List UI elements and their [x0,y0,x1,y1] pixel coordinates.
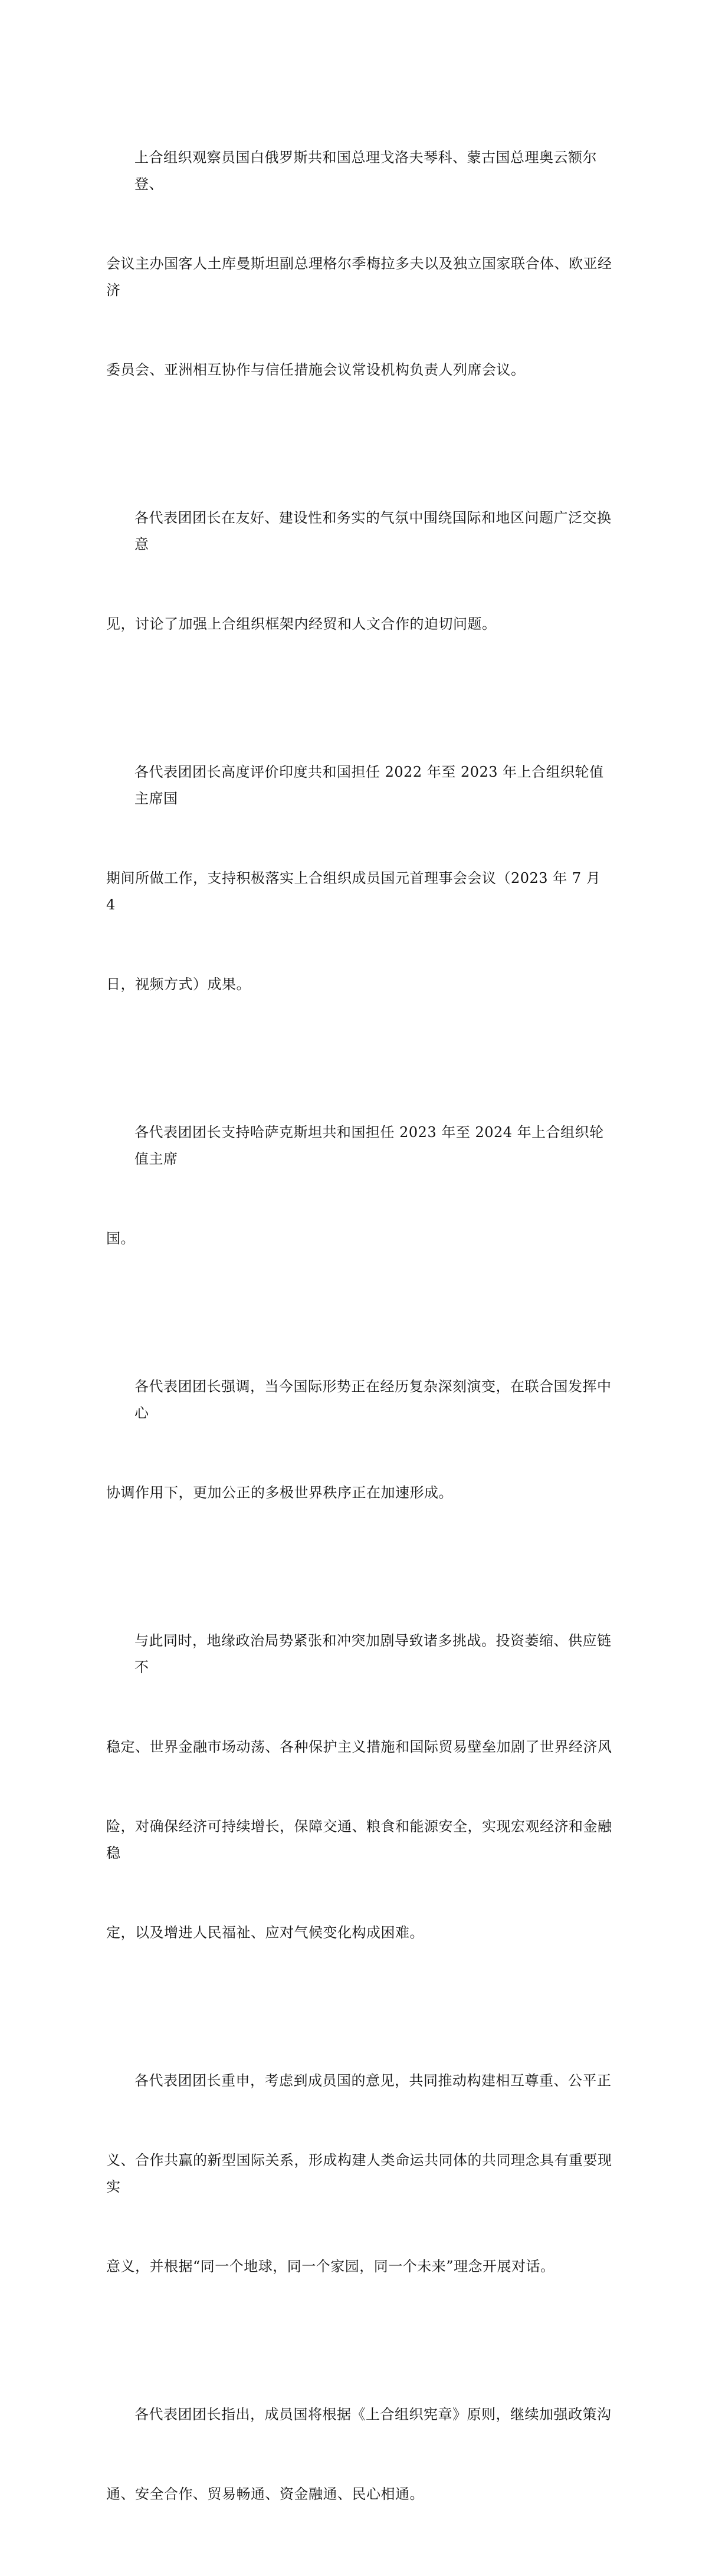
text-line: 各代表团团长强调，当今国际形势正在经历复杂深刻演变，在联合国发挥中心 [134,1378,612,1421]
text-line: 意义，并根据“同一个地球，同一个家园，同一个未来”理念开展对话。 [106,2258,555,2275]
paragraph [106,2015,613,2333]
text-line: 定，以及增进人民福祉、应对气候变化构成困难。 [106,1924,424,1941]
paragraph [106,706,613,1051]
text-line: 各代表团团长支持哈萨克斯坦共和国担任 2023 年至 2024 年上合组织轮值主席 [134,1124,604,1167]
text-line: 通、安全合作、贸易畅通、资金融通、民心相通。 [106,2486,424,2502]
text-line: 国。 [106,1230,135,1247]
text-line: 各代表团团长在友好、建设性和务实的气氛中围绕国际和地区问题广泛交换意 [134,510,612,553]
text-line: 各代表团团长高度评价印度共和国担任 2022 年至 2023 年上合组织轮值主席国 [134,764,604,807]
text-line: 期间所做工作，支持积极落实上合组织成员国元首理事会会议（2023 年 7 月 4 [106,870,606,913]
text-line: 稳定、世界金融市场动荡、各种保护主义措施和国际贸易壁垒加剧了世界经济风 [106,1739,612,1755]
paragraph [106,91,613,436]
paragraph [106,1575,613,1999]
text-line: 义、合作共赢的新型国际关系，形成构建人类命运共同体的共同理念具有重要现实 [106,2152,612,2195]
text-line: 各代表团团长重申，考虑到成员国的意见，共同推动构建相互尊重、公平正 [134,2072,612,2089]
text-line: 上合组织观察员国白俄罗斯共和国总理戈洛夫琴科、蒙古国总理奥云额尔登、 [134,149,597,192]
text-line: 会议主办国客人土库曼斯坦副总理格尔季梅拉多夫以及独立国家联合体、欧亚经济 [106,255,612,298]
paragraph [106,1066,613,1305]
text-line: 险，对确保经济可持续增长，保障交通、粮食和能源安全，实现宏观经济和金融稳 [106,1818,612,1861]
text-line: 各代表团团长指出，成员国将根据《上合组织宪章》原则，继续加强政策沟 [134,2406,612,2423]
text-line: 协调作用下，更加公正的多极世界秩序正在加速形成。 [106,1484,453,1501]
text-line: 日，视频方式）成果。 [106,976,251,993]
text-line: 与此同时，地缘政治局势紧张和冲突加剧导致诸多挑战。投资萎缩、供应链不 [134,1632,612,1675]
paragraph [106,1320,613,1559]
document-body [106,91,613,2576]
paragraph [106,452,613,691]
paragraph [106,2348,613,2561]
text-line: 见，讨论了加强上合组织框架内经贸和人文合作的迫切问题。 [106,616,497,632]
text-line: 委员会、亚洲相互协作与信任措施会议常设机构负责人列席会议。 [106,362,526,378]
